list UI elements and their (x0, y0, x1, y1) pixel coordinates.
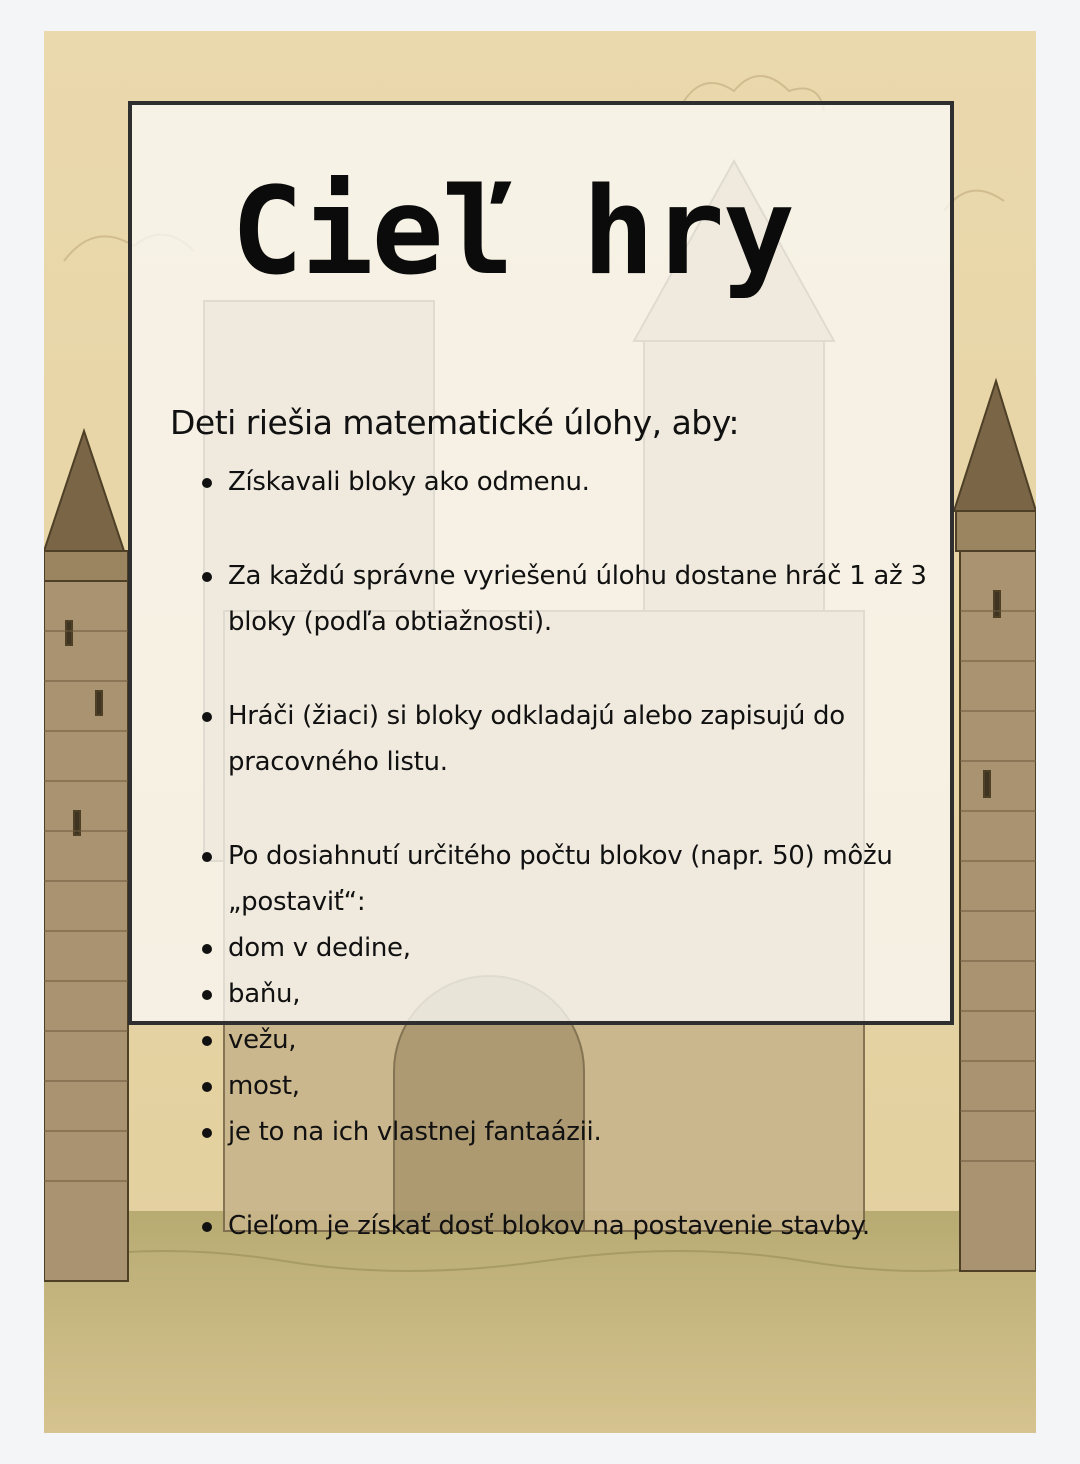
goal-list (192, 459, 932, 1249)
left-tower (44, 431, 128, 1281)
content-panel (128, 101, 954, 1241)
list-item: most, (192, 1063, 932, 1109)
intro-text: Deti riešia matematické úlohy, aby: (170, 403, 739, 442)
list-item: baňu, (192, 971, 932, 1017)
list-item: je to na ich vlastnej fantaázii. (192, 1109, 932, 1155)
list-item: Cieľom je získať dosť blokov na postavenie stavby. (192, 1203, 932, 1249)
document-sheet (44, 31, 1036, 1433)
list-item: Po dosiahnutí určitého počtu blokov (napr. 50) môžu „postaviť“: (192, 833, 932, 925)
list-item: Získavali bloky ako odmenu. (192, 459, 932, 505)
list-item: Za každú správne vyriešenú úlohu dostane hráč 1 až 3 bloky (podľa obtiažnosti). (192, 553, 932, 645)
list-item: dom v dedine, (192, 925, 932, 971)
page-title: Cieľ hry (231, 163, 793, 302)
list-item: Hráči (žiaci) si bloky odkladajú alebo zapisujú do pracovného listu. (192, 693, 932, 785)
right-tower (954, 381, 1036, 1271)
list-item: vežu, (192, 1017, 932, 1063)
